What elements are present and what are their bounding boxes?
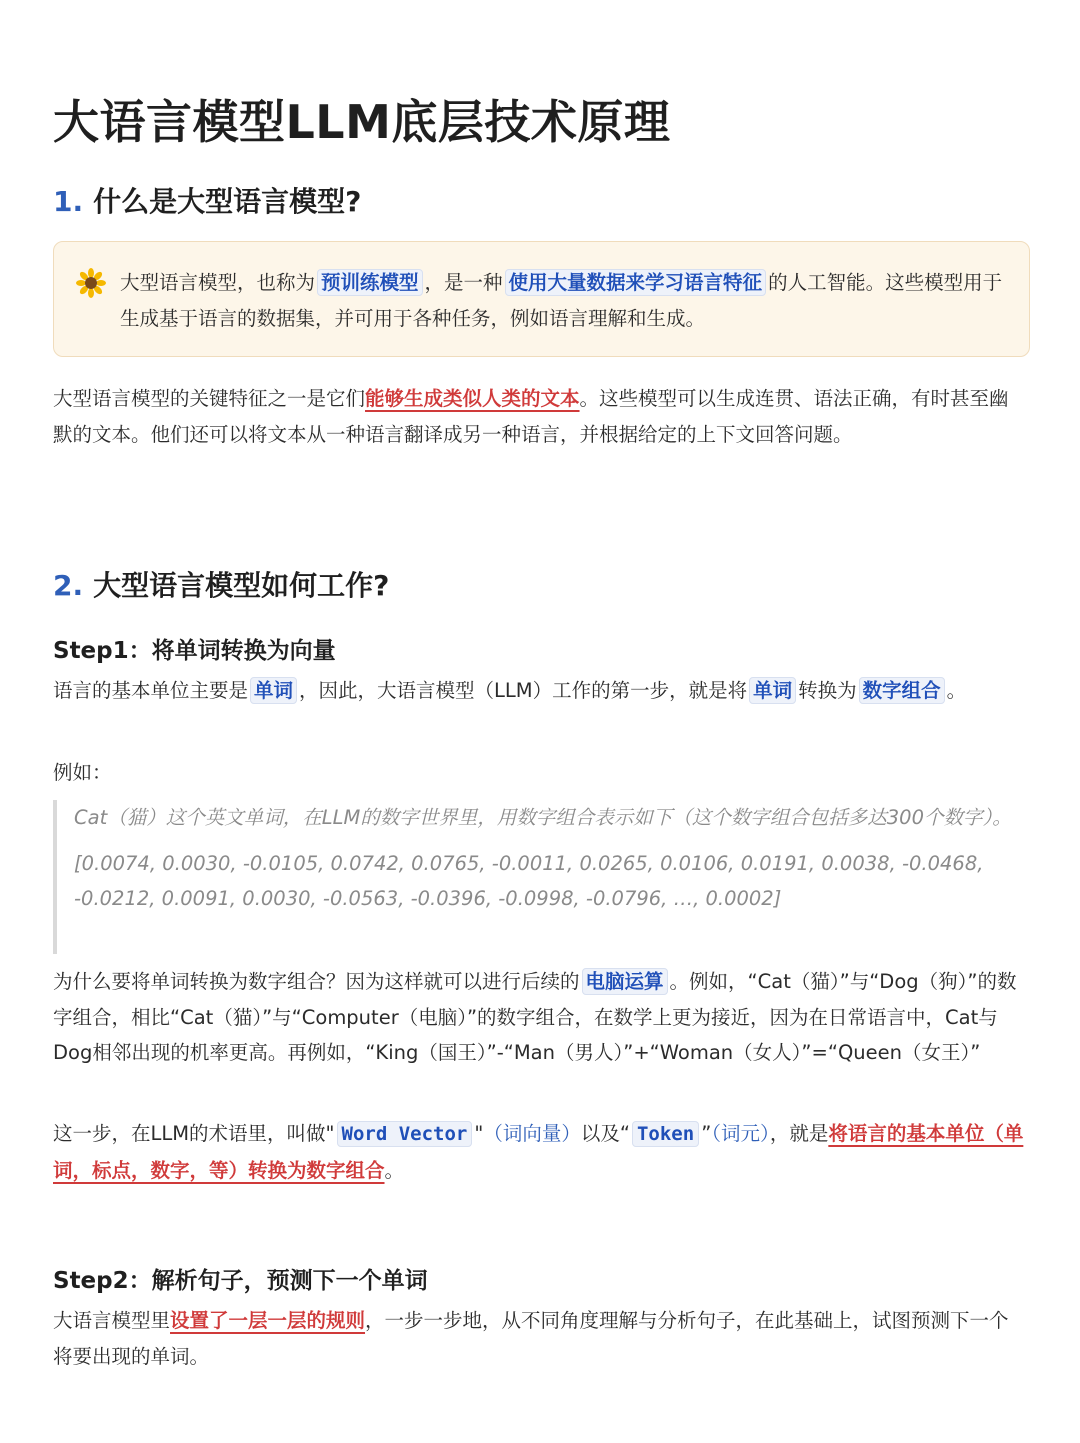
highlight-pretrained-model: 预训练模型 [317, 269, 423, 296]
step1-p1-text-1: 语言的基本单位主要是 [53, 679, 249, 702]
step2-paragraph [53, 1303, 1028, 1374]
code-token: Token [632, 1121, 699, 1147]
section-1-heading [53, 180, 1028, 220]
section-2-heading [53, 564, 1028, 604]
step1-paragraph-3 [53, 1116, 1028, 1188]
step1-p3-text-1: 这一步，在LLM的术语里，叫做" [53, 1122, 335, 1145]
callout-box [53, 241, 1030, 357]
para-text-2: 。这些模型可以生成连贯、语法正确，有时甚至幽默的文本。他们还可以将文本从一种语言翻译成另一种语言，并根据给定的上下文回答问题。 [53, 387, 1009, 446]
highlight-word-1: 单词 [250, 677, 297, 704]
blockquote [53, 800, 1028, 954]
section-2-number: 2. [53, 569, 84, 602]
section-1-heading-text: 什么是大型语言模型? [93, 185, 362, 218]
step1-p1-text-2: ，因此，大语言模型（LLM）工作的第一步，就是将 [299, 679, 748, 702]
term-token-cn: （词元） [711, 1122, 770, 1145]
step2-p-text-1: 大语言模型里 [53, 1309, 171, 1332]
highlight-number-combination: 数字组合 [859, 677, 945, 704]
section-1-paragraph [53, 381, 1028, 452]
step1-heading: Step1：将单词转换为向量 [53, 638, 336, 664]
step1-p3-text-4: ” [701, 1122, 712, 1145]
step1-p2-text-2: 。例如，“Cat（猫）”与“Dog（狗）”的数字组合，相比“Cat（猫）”与“Computer（电脑）”的数字组合，在数学上更为接近，因为在日常语言中，Cat与Dog相邻出现的机率更高。再例如，“King（国王）”-“Man（男人）”+“Woman（女人）”=“Queen（女王）” [53, 970, 1017, 1064]
callout-text [120, 265, 1009, 337]
step1-p1-text-4: 。 [946, 679, 967, 702]
step2-heading: Step2：解析句子，预测下一个单词 [53, 1268, 428, 1294]
quote-text-1: Cat（猫）这个英文单词，在LLM的数字世界里，用数字组合表示如下（这个数字组合包括多达300个数字）。 [74, 806, 1012, 829]
page-title: 大语言模型LLM底层技术原理 [53, 95, 671, 149]
para-text-1: 大型语言模型的关键特征之一是它们 [53, 387, 366, 410]
callout-text-2: ，是一种 [424, 271, 503, 294]
emphasis-human-like-text: 能够生成类似人类的文本 [365, 387, 580, 410]
quote-vector: [0.0074, 0.0030, -0.0105, 0.0742, 0.0765, -0.0011, 0.0265, 0.0106, 0.0191, 0.0038, -0.0468, -0.0212, 0.0091, 0.0030, -0.0563, -0.0396, -0.0998, -0.0796, …, 0.0002] [74, 851, 984, 910]
highlight-word-2: 单词 [749, 677, 796, 704]
highlight-computer-operation: 电脑运算 [582, 968, 668, 995]
step1-paragraph-1 [53, 673, 1028, 709]
step1-p3-text-6: 。 [384, 1158, 405, 1182]
callout-text-3: 的人工智能。这些模型用于生成基于语言的数据集，并可用于各种任务，例如语言理解和生成。 [120, 271, 1003, 330]
step1-p2-text-1: 为什么要将单词转换为数字组合？因为这样就可以进行后续的 [53, 970, 580, 993]
emphasis-convert-units: 将语言的基本单位（单词，标点，数字，等）转换为数字组合 [53, 1122, 1024, 1182]
step1-p3-text-5: ，就是 [769, 1122, 829, 1145]
step1-p3-text-3: 以及“ [580, 1122, 630, 1145]
callout-text-1: 大型语言模型，也称为 [120, 271, 316, 294]
section-2-heading-text: 大型语言模型如何工作? [93, 569, 390, 602]
step1-paragraph-2 [53, 964, 1028, 1071]
step2-p-text-2: ，一步一步地，从不同角度理解与分析句子，在此基础上，试图预测下一个将要出现的单词。 [53, 1309, 1009, 1368]
step1-p3-text-2: " [474, 1122, 484, 1145]
code-word-vector: Word Vector [337, 1121, 473, 1147]
example-label: 例如： [53, 761, 112, 784]
highlight-learn-language-features: 使用大量数据来学习语言特征 [505, 269, 767, 296]
step1-p1-text-3: 转换为 [798, 679, 857, 702]
emphasis-layered-rules: 设置了一层一层的规则 [170, 1309, 366, 1332]
sunflower-icon [76, 268, 106, 298]
term-word-vector-cn: （词向量） [483, 1122, 581, 1145]
section-1-number: 1. [53, 185, 84, 218]
